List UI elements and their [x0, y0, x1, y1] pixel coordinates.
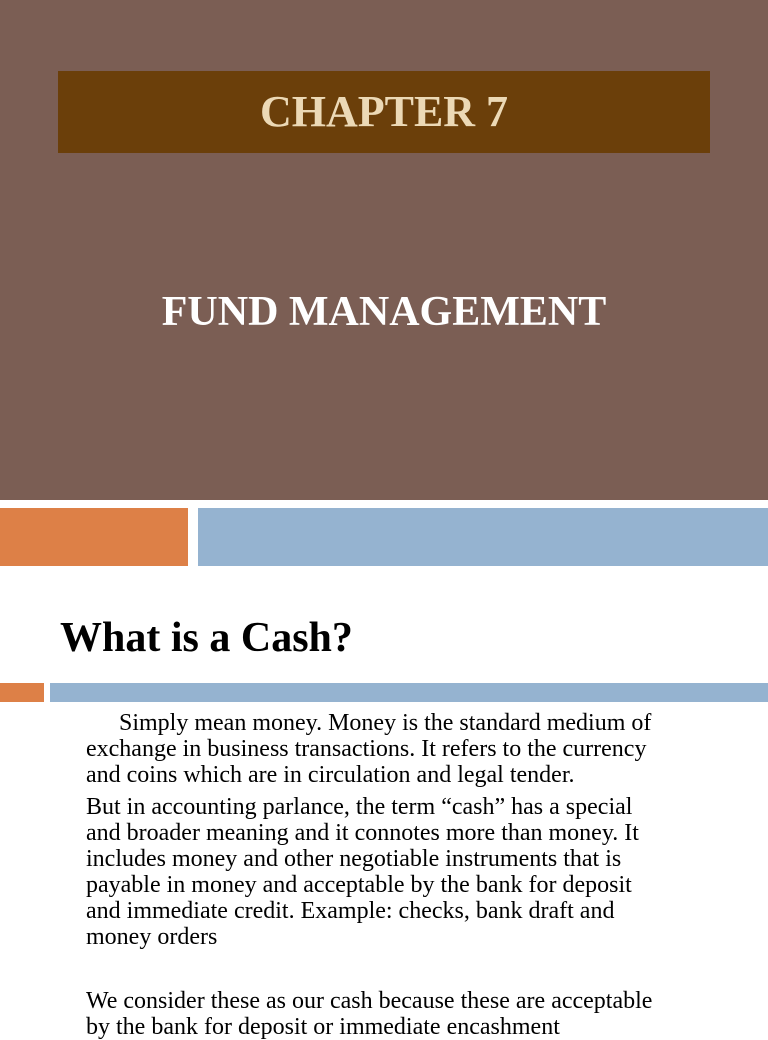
blue-divider-bar	[50, 683, 768, 702]
chapter-label: CHAPTER 7	[259, 87, 509, 136]
paragraph-consideration: We consider these as our cash because these are acceptable by the bank for deposit or immediate encashment	[86, 988, 653, 1040]
paragraph-accounting-meaning: But in accounting parlance, the term “cash” has a special and broader meaning and it connotes more than money. It includes money and other negotiable instruments that is payable in money and acceptable by the bank for deposit and immediate credit. Example: checks, bank draft and money orders	[86, 794, 639, 950]
blue-accent-bar	[198, 508, 768, 566]
body-text	[86, 710, 726, 1040]
paragraph-definition: Simply mean money. Money is the standard medium of exchange in business transactions. It refers to the currency and coins which are in circulation and legal tender.	[86, 710, 652, 788]
slide-title: FUND MANAGEMENT	[161, 289, 607, 335]
orange-accent-bar	[0, 508, 188, 566]
section-heading: What is a Cash?	[60, 615, 353, 661]
orange-divider-bar	[0, 683, 44, 702]
